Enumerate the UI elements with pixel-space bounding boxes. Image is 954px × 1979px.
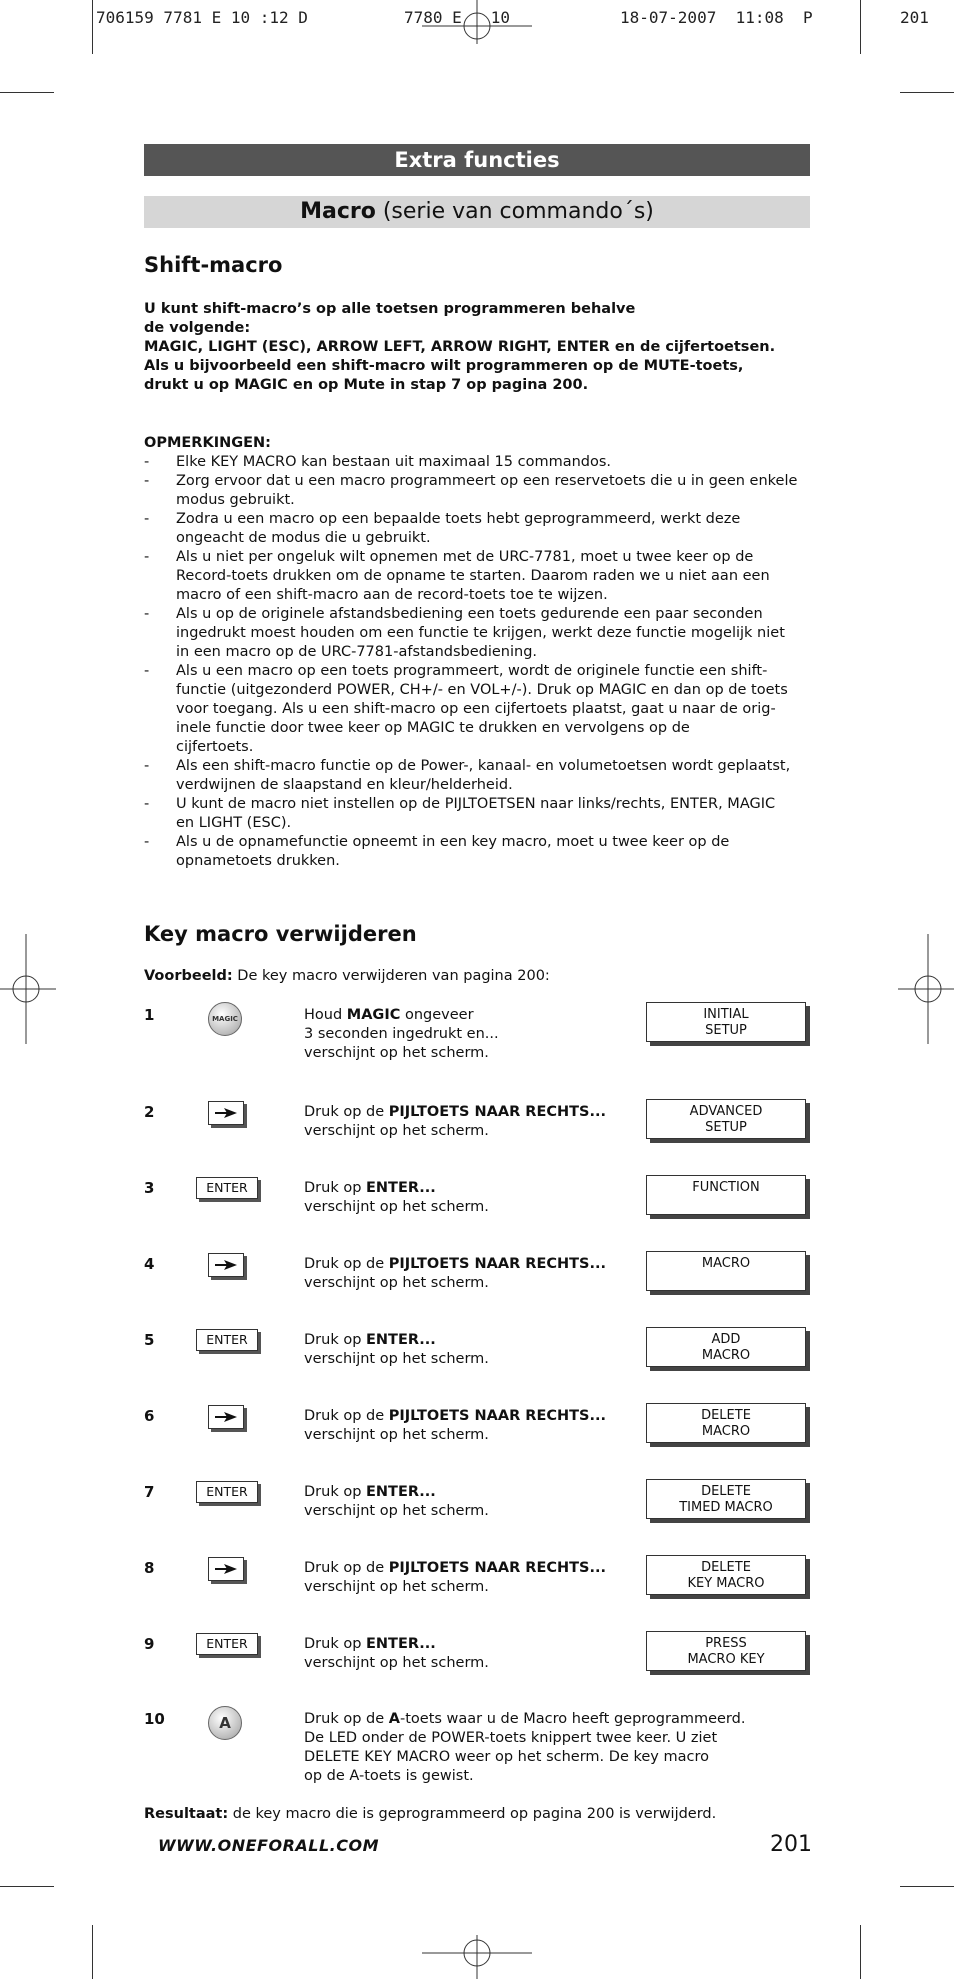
page-title-bold: Macro (300, 199, 376, 224)
crop-mark (0, 92, 54, 93)
note-line: in een macro op de URC-7781-afstandsbediening. (176, 644, 538, 660)
crop-mark (860, 0, 861, 54)
intro-line: MAGIC, LIGHT (ESC), ARROW LEFT, ARROW RIGHT, ENTER en de cijfertoetsen. (144, 339, 776, 355)
notes-list (144, 434, 824, 871)
step-text-bold: PIJLTOETS NAAR RECHTS... (388, 1256, 607, 1272)
step-text-line: verschijnt op het scherm. (304, 1045, 489, 1061)
step-text-part: ongeveer (400, 1007, 474, 1023)
lcd-screen-line: DELETE (701, 1484, 751, 1499)
step-text-line: verschijnt op het scherm. (304, 1579, 489, 1595)
lcd-screen-line: MACRO (701, 1348, 751, 1363)
note-line: Als u een macro op een toets programmeert, wordt de originele functie een shift- (176, 663, 768, 679)
step-text-part: Druk op de (304, 1408, 389, 1424)
page-number: 201 (770, 1832, 812, 1857)
lcd-screen (646, 1002, 806, 1042)
result-line (144, 1806, 716, 1822)
result-label: Resultaat: (144, 1806, 229, 1822)
example-text: De key macro verwijderen van pagina 200: (232, 968, 550, 984)
crop-mark (860, 1925, 861, 1979)
step-text-bold: ENTER... (366, 1332, 436, 1348)
registration-mark-icon (898, 934, 954, 1044)
lcd-screen-line: MACRO KEY (687, 1652, 765, 1667)
step-text-bold: MAGIC (346, 1007, 401, 1023)
note-item (144, 757, 824, 795)
step-text-part: Druk op (304, 1636, 367, 1652)
lcd-screen-line: INITIAL (703, 1007, 749, 1022)
step-text-line: op de A-toets is gewist. (304, 1768, 474, 1784)
lcd-screen-line: SETUP (705, 1120, 747, 1135)
step-text-part: -toets waar u de Macro heeft geprogrammeerd. (399, 1711, 746, 1727)
note-item (144, 472, 824, 510)
note-line: cijfertoets. (176, 739, 254, 755)
print-header-mid: 7780 E 10 (404, 8, 510, 27)
step-text-bold: ENTER... (366, 1636, 436, 1652)
step-text-line: 3 seconden ingedrukt en... (304, 1026, 499, 1042)
step-text-part: Druk op de (304, 1711, 389, 1727)
note-dash: - (144, 606, 150, 622)
shift-macro-intro (144, 300, 824, 395)
example-label: Voorbeeld: (144, 968, 233, 984)
step-number: 2 (144, 1103, 155, 1121)
step-text-part: Houd (304, 1007, 347, 1023)
page-title (144, 196, 810, 228)
step-text-line: De LED onder de POWER-toets knippert twee keer. U ziet (304, 1730, 718, 1746)
step-text-line: verschijnt op het scherm. (304, 1655, 489, 1671)
lcd-screen-line: DELETE (701, 1408, 751, 1423)
step-text-line: verschijnt op het scherm. (304, 1275, 489, 1291)
step-text-bold: PIJLTOETS NAAR RECHTS... (388, 1104, 607, 1120)
note-dash: - (144, 511, 150, 527)
step-text-part: Druk op (304, 1180, 367, 1196)
step-text-part: Druk op de (304, 1560, 389, 1576)
intro-line: drukt u op MAGIC en op Mute in stap 7 op pagina 200. (144, 377, 589, 393)
note-item (144, 510, 824, 548)
lcd-screen-line: DELETE (701, 1560, 751, 1575)
step-text-line (304, 1710, 774, 1729)
enter-button-icon: ENTER (196, 1633, 258, 1655)
lcd-screen-line: FUNCTION (692, 1180, 760, 1195)
crop-mark (92, 0, 93, 54)
intro-line: de volgende: (144, 320, 251, 336)
step-text-part: Druk op (304, 1484, 367, 1500)
step-number: 9 (144, 1635, 155, 1653)
step-text-bold: A (388, 1711, 400, 1727)
note-line: en LIGHT (ESC). (176, 815, 292, 831)
shift-macro-heading: Shift-macro (144, 253, 283, 277)
registration-mark-icon (422, 0, 532, 44)
step-text-bold: PIJLTOETS NAAR RECHTS... (388, 1560, 607, 1576)
arrow-right-button-icon (208, 1101, 244, 1125)
a-button-icon: A (208, 1706, 242, 1740)
arrow-right-button-icon (208, 1557, 244, 1581)
note-line: verdwijnen de slaapstand en kleur/helderheid. (176, 777, 513, 793)
note-dash: - (144, 663, 150, 679)
note-item (144, 605, 824, 662)
section-banner: Extra functies (144, 144, 810, 176)
key-macro-heading: Key macro verwijderen (144, 922, 417, 946)
step-text-bold: ENTER... (366, 1180, 436, 1196)
crop-mark (92, 1925, 93, 1979)
lcd-screen (646, 1327, 806, 1367)
step-number: 6 (144, 1407, 155, 1425)
note-line: macro of een shift-macro aan de record-toets toe te wijzen. (176, 587, 608, 603)
note-line: Zodra u een macro op een bepaalde toets hebt geprogrammeerd, werkt deze (176, 511, 741, 527)
note-line: inele functie door twee keer op MAGIC te drukken en vervolgens op de (176, 720, 690, 736)
note-item (144, 453, 824, 472)
enter-button-icon: ENTER (196, 1177, 258, 1199)
note-line: Als een shift-macro functie op de Power-, kanaal- en volumetoetsen wordt geplaatst, (176, 758, 791, 774)
note-line: Als u niet per ongeluk wilt opnemen met de URC-7781, moet u twee keer op de (176, 549, 754, 565)
step-text-part: Druk op de (304, 1256, 389, 1272)
step-text-part: Druk op de (304, 1104, 389, 1120)
step-text-bold: PIJLTOETS NAAR RECHTS... (388, 1408, 607, 1424)
note-dash: - (144, 473, 150, 489)
lcd-screen-line: PRESS (705, 1636, 747, 1651)
lcd-screen (646, 1175, 806, 1215)
note-item (144, 833, 824, 871)
note-dash: - (144, 549, 150, 565)
print-header-job: 706159 7781 E 10 :12 D (96, 8, 308, 27)
step-number: 5 (144, 1331, 155, 1349)
lcd-screen-line: ADVANCED (689, 1104, 763, 1119)
example-line (144, 968, 550, 984)
crop-mark (0, 1886, 54, 1887)
step-number: 8 (144, 1559, 155, 1577)
lcd-screen-line: MACRO (701, 1256, 751, 1271)
step-text-line: verschijnt op het scherm. (304, 1351, 489, 1367)
note-item (144, 795, 824, 833)
step-text-line: verschijnt op het scherm. (304, 1123, 489, 1139)
notes-heading: OPMERKINGEN: (144, 435, 271, 451)
lcd-screen (646, 1099, 806, 1139)
note-line: modus gebruikt. (176, 492, 295, 508)
print-header-page: 201 (900, 8, 929, 27)
step-number: 10 (144, 1710, 165, 1728)
note-line: functie (uitgezonderd POWER, CH+/- en VOL+/-). Druk op MAGIC en dan op de toets (176, 682, 788, 698)
lcd-screen (646, 1479, 806, 1519)
step-text-bold: ENTER... (366, 1484, 436, 1500)
step-number: 7 (144, 1483, 155, 1501)
note-line: voor toegang. Als u een shift-macro op een cijfertoets plaatst, gaat u naar de orig- (176, 701, 776, 717)
lcd-screen (646, 1403, 806, 1443)
result-text: de key macro die is geprogrammeerd op pagina 200 is verwijderd. (228, 1806, 717, 1822)
note-dash: - (144, 758, 150, 774)
note-item (144, 548, 824, 605)
enter-button-icon: ENTER (196, 1329, 258, 1351)
arrow-right-button-icon (208, 1253, 244, 1277)
step-text-line: verschijnt op het scherm. (304, 1199, 489, 1215)
step-text-line: verschijnt op het scherm. (304, 1427, 489, 1443)
note-line: opnametoets drukken. (176, 853, 340, 869)
crop-mark (900, 92, 954, 93)
step-number: 4 (144, 1255, 155, 1273)
lcd-screen-line: ADD (711, 1332, 741, 1347)
enter-button-icon: ENTER (196, 1481, 258, 1503)
lcd-screen-line: MACRO (701, 1424, 751, 1439)
lcd-screen-line: KEY MACRO (687, 1576, 765, 1591)
note-line: Zorg ervoor dat u een macro programmeert op een reservetoets die u in geen enkele (176, 473, 798, 489)
note-line: ingedrukt moest houden om een functie te krijgen, werkt deze functie mogelijk niet (176, 625, 785, 641)
note-line: U kunt de macro niet instellen op de PIJLTOETSEN naar links/rechts, ENTER, MAGIC (176, 796, 776, 812)
magic-button-icon (208, 1002, 242, 1036)
note-line: ongeacht de modus die u gebruikt. (176, 530, 431, 546)
note-dash: - (144, 454, 150, 470)
lcd-screen (646, 1631, 806, 1671)
note-line: Als u de opnamefunctie opneemt in een key macro, moet u twee keer op de (176, 834, 730, 850)
magic-button-label: MAGIC (212, 1015, 238, 1023)
step-text (304, 1710, 774, 1786)
step-number: 3 (144, 1179, 155, 1197)
step-text-line: DELETE KEY MACRO weer op het scherm. De key macro (304, 1749, 709, 1765)
intro-line: U kunt shift-macro’s op alle toetsen programmeren behalve (144, 301, 636, 317)
note-line: Elke KEY MACRO kan bestaan uit maximaal 15 commandos. (176, 454, 612, 470)
footer-url: WWW.ONEFORALL.COM (158, 1836, 380, 1855)
arrow-right-button-icon (208, 1405, 244, 1429)
note-dash: - (144, 834, 150, 850)
lcd-screen (646, 1251, 806, 1291)
lcd-screen-line: SETUP (705, 1023, 747, 1038)
print-header-date: 18-07-2007 11:08 P (620, 8, 813, 27)
note-item (144, 662, 824, 757)
step-text-part: Druk op (304, 1332, 367, 1348)
intro-line: Als u bijvoorbeeld een shift-macro wilt programmeren op de MUTE-toets, (144, 358, 744, 374)
lcd-screen (646, 1555, 806, 1595)
note-dash: - (144, 796, 150, 812)
note-line: Als u op de originele afstandsbediening een toets gedurende een paar seconden (176, 606, 763, 622)
lcd-screen-line: TIMED MACRO (679, 1500, 773, 1515)
crop-mark (900, 1886, 954, 1887)
registration-mark-icon (422, 1935, 532, 1979)
registration-mark-icon (0, 934, 56, 1044)
page-title-rest: (serie van commando´s) (375, 199, 654, 224)
step-number: 1 (144, 1006, 155, 1024)
note-line: Record-toets drukken om de opname te starten. Daarom raden we u niet aan een (176, 568, 770, 584)
step-text-line: verschijnt op het scherm. (304, 1503, 489, 1519)
